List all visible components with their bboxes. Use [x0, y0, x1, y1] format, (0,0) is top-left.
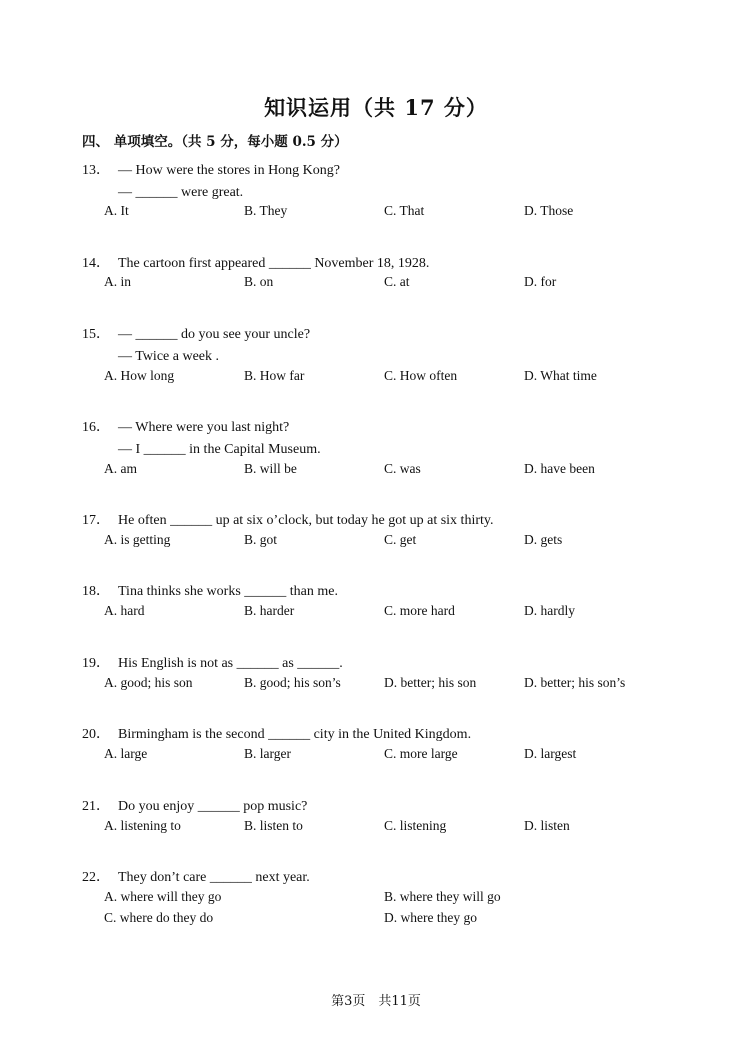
option-d[interactable]: D. have been: [524, 461, 595, 476]
option-d[interactable]: D. hardly: [524, 603, 575, 618]
option-c[interactable]: C. get: [384, 532, 417, 547]
option-c[interactable]: C. at: [384, 274, 410, 289]
option-a[interactable]: A. How long: [104, 368, 175, 383]
option-a[interactable]: A. where will they go: [104, 889, 222, 904]
question-number: 16．: [82, 420, 110, 435]
question-stem: He often ______ up at six o’clock, but today he got up at six thirty.: [118, 513, 494, 528]
option-b[interactable]: B. will be: [244, 461, 297, 476]
option-b[interactable]: B. larger: [244, 746, 291, 761]
question-stem: They don’t care ______ next year.: [118, 870, 310, 885]
question-stem: — I ______ in the Capital Museum.: [118, 442, 321, 457]
option-c[interactable]: D. better; his son: [384, 675, 477, 690]
option-b[interactable]: B. where they will go: [384, 889, 501, 904]
option-d[interactable]: D. where they go: [384, 910, 477, 925]
option-c[interactable]: C. That: [384, 203, 425, 218]
question-stem: The cartoon first appeared ______ November 18, 1928.: [118, 256, 430, 271]
option-c[interactable]: C. more large: [384, 746, 458, 761]
page-title: 知识运用（共 17 分）: [264, 95, 488, 120]
option-d[interactable]: D. listen: [524, 818, 570, 833]
question-stem: — Twice a week .: [118, 349, 220, 364]
question-number: 19．: [82, 656, 110, 671]
option-d[interactable]: D. largest: [524, 746, 577, 761]
option-b[interactable]: B. listen to: [244, 818, 303, 833]
option-a[interactable]: A. good; his son: [104, 675, 193, 690]
option-c[interactable]: C. How often: [384, 368, 458, 383]
option-a[interactable]: A. hard: [104, 603, 145, 618]
page-footer: 第3页 共11页: [331, 994, 421, 1009]
option-b[interactable]: B. How far: [244, 368, 305, 383]
option-d[interactable]: D. better; his son’s: [524, 675, 626, 690]
option-d[interactable]: D. What time: [524, 368, 597, 383]
option-a[interactable]: A. in: [104, 274, 131, 289]
question-stem: Do you enjoy ______ pop music?: [118, 799, 308, 814]
option-b[interactable]: B. good; his son’s: [244, 675, 341, 690]
question-stem: His English is not as ______ as ______.: [118, 656, 343, 671]
option-b[interactable]: B. got: [244, 532, 278, 547]
question-stem: — Where were you last night?: [118, 420, 290, 435]
question-stem: Tina thinks she works ______ than me.: [118, 584, 338, 599]
question-stem: Birmingham is the second ______ city in the United Kingdom.: [118, 727, 472, 742]
option-a[interactable]: A. am: [104, 461, 137, 476]
question-stem: — ______ were great.: [118, 185, 244, 200]
option-d[interactable]: D. for: [524, 274, 557, 289]
question-number: 22．: [82, 870, 110, 885]
option-b[interactable]: B. on: [244, 274, 274, 289]
question-number: 14．: [82, 256, 110, 271]
question-number: 18．: [82, 584, 110, 599]
question-number: 20．: [82, 727, 110, 742]
option-a[interactable]: A. large: [104, 746, 148, 761]
question-stem: — How were the stores in Hong Kong?: [118, 163, 341, 178]
question-number: 21．: [82, 799, 110, 814]
question-number: 15．: [82, 327, 110, 342]
option-b[interactable]: B. harder: [244, 603, 295, 618]
option-c[interactable]: C. listening: [384, 818, 447, 833]
option-c[interactable]: C. where do they do: [104, 910, 214, 925]
option-b[interactable]: B. They: [244, 203, 288, 218]
option-d[interactable]: D. Those: [524, 203, 574, 218]
option-a[interactable]: A. listening to: [104, 818, 181, 833]
question-number: 17．: [82, 513, 110, 528]
section-heading: 四、 单项填空。（共 5 分，每小题 0.5 分）: [82, 134, 348, 150]
question-stem: — ______ do you see your uncle?: [118, 327, 311, 342]
option-a[interactable]: A. is getting: [104, 532, 171, 547]
option-c[interactable]: C. more hard: [384, 603, 455, 618]
option-a[interactable]: A. It: [104, 203, 129, 218]
question-number: 13．: [82, 163, 110, 178]
option-d[interactable]: D. gets: [524, 532, 563, 547]
option-c[interactable]: C. was: [384, 461, 421, 476]
